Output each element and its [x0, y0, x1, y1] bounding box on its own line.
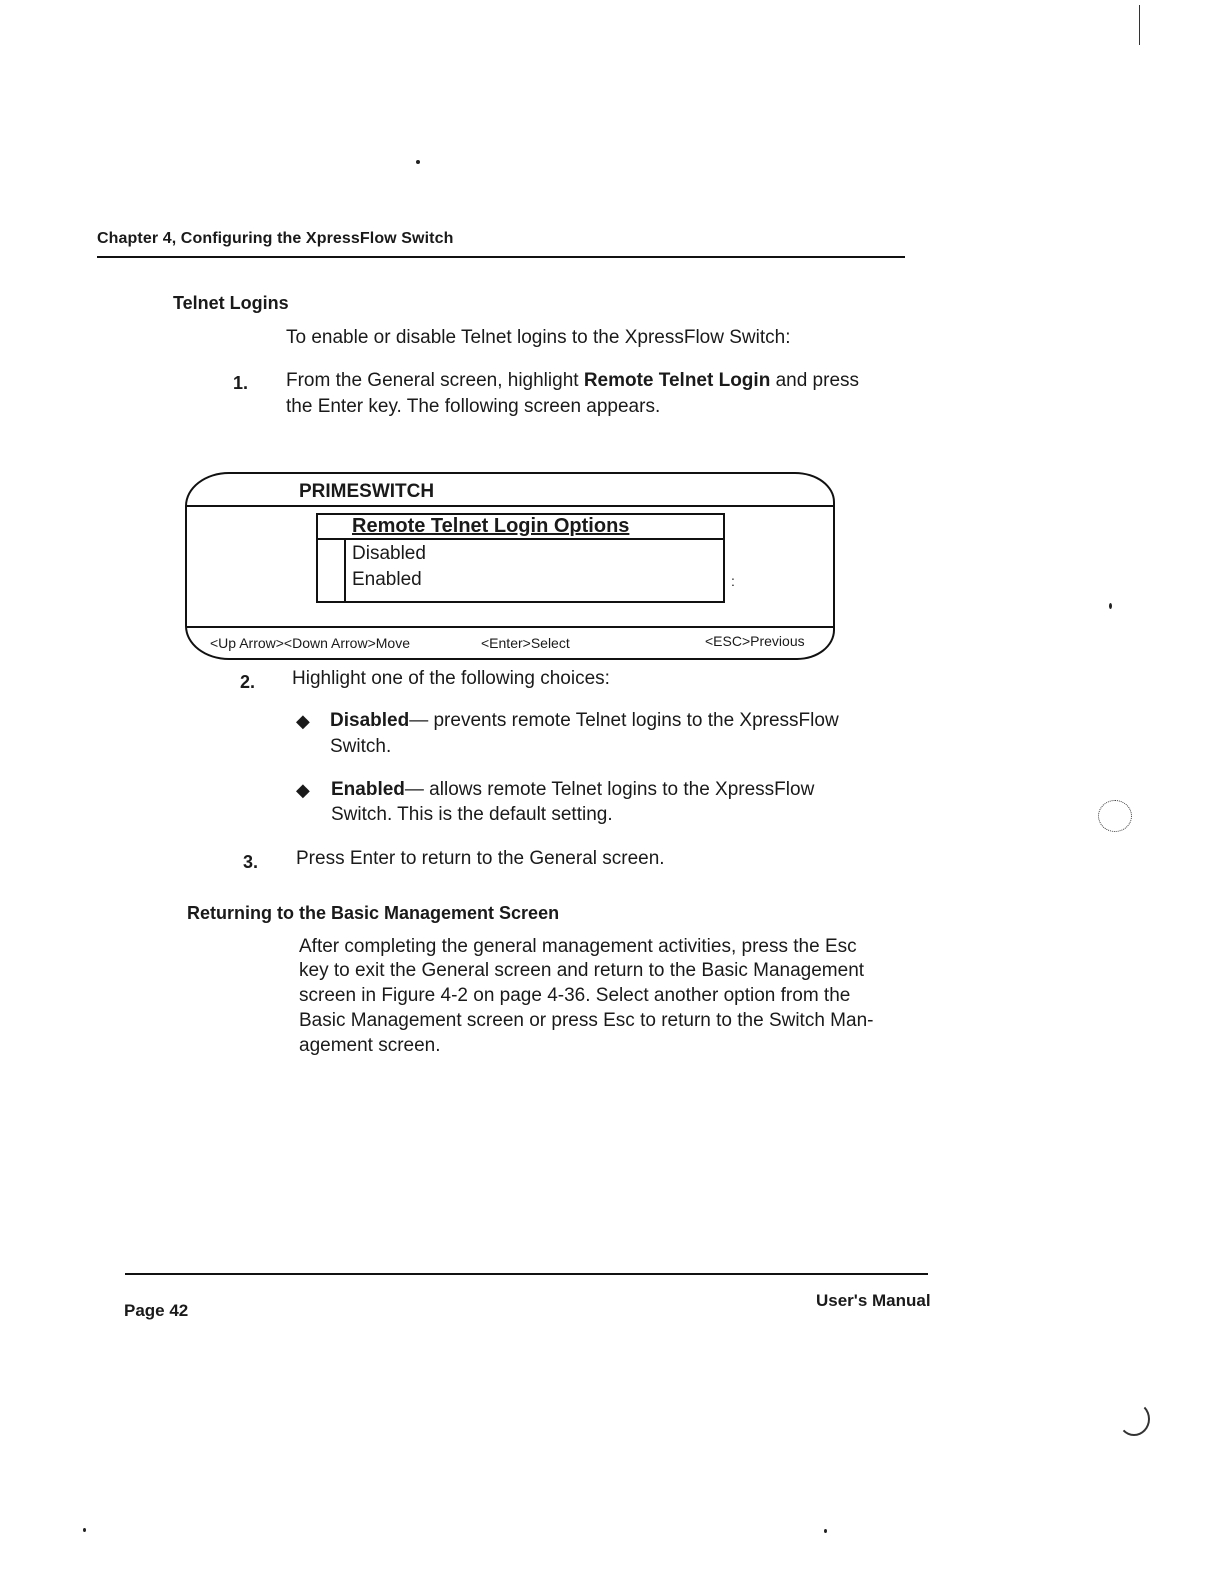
returning-line-5: agement screen. — [299, 1035, 441, 1056]
scan-speck — [416, 160, 420, 164]
chapter-title: Configuring the XpressFlow Switch — [180, 230, 454, 247]
terminal-title: PRIMESWITCH — [299, 481, 435, 502]
page-number: Page 42 — [124, 1301, 189, 1320]
step1-number: 1. — [233, 373, 249, 393]
footer-move-hint: <Up Arrow><Down Arrow>Move — [210, 635, 410, 651]
options-menu-marker-column — [344, 538, 346, 602]
punch-hole-mark — [1118, 1402, 1150, 1436]
choice-enabled-desc: — allows remote Telnet logins to the XpressFlow — [404, 779, 815, 800]
manual-title: User's Manual — [816, 1291, 931, 1310]
terminal-footer-divider — [187, 626, 834, 628]
step2-number: 2. — [240, 672, 256, 692]
chapter-label: Chapter 4, — [97, 230, 177, 247]
header-rule — [97, 256, 905, 258]
footer-rule — [125, 1273, 928, 1275]
options-menu-title: Remote Telnet Login Options — [352, 515, 630, 537]
choice-enabled-line2: Switch. This is the default setting. — [331, 804, 613, 825]
scan-speck — [824, 1529, 827, 1533]
scroll-indicator: : — [731, 573, 735, 589]
option-disabled[interactable]: Disabled — [352, 543, 426, 564]
telnet-intro: To enable or disable Telnet logins to the XpressFlow Switch: — [286, 327, 791, 348]
returning-heading: Returning to the Basic Management Screen — [187, 903, 560, 923]
chapter-header — [97, 230, 453, 248]
footer-previous-hint: <ESC>Previous — [705, 633, 805, 649]
terminal-title-divider — [187, 505, 834, 507]
step1-post: and press — [770, 370, 860, 391]
options-menu-divider — [318, 538, 723, 540]
choice-disabled-line2: Switch. — [330, 736, 392, 757]
step1-line2: the Enter key. The following screen appears. — [286, 396, 661, 417]
option-enabled[interactable]: Enabled — [352, 569, 422, 590]
step3-text: Press Enter to return to the General screen. — [296, 848, 665, 869]
footer-select-hint: <Enter>Select — [481, 635, 570, 651]
scan-speck — [1109, 603, 1112, 609]
returning-line-1: After completing the general management activities, press the Esc — [299, 936, 857, 957]
step1-bold: Remote Telnet Login — [583, 370, 771, 391]
step3-number: 3. — [243, 852, 259, 872]
bullet-diamond-icon: ◆ — [296, 780, 310, 800]
scan-mark — [1139, 5, 1140, 45]
telnet-heading: Telnet Logins — [173, 293, 289, 313]
choice-disabled — [330, 708, 839, 734]
returning-line-2: key to exit the General screen and return to the Basic Management — [299, 960, 865, 981]
step1-pre: From the General screen, highlight — [286, 370, 584, 391]
step2-text: Highlight one of the following choices: — [292, 668, 610, 689]
choice-enabled-term: Enabled — [331, 779, 405, 800]
choice-disabled-desc: — prevents remote Telnet logins to the XpressFlow — [409, 710, 839, 731]
punch-hole-mark — [1098, 800, 1132, 832]
choice-enabled — [331, 777, 814, 803]
choice-disabled-term: Disabled — [330, 710, 410, 731]
step1-text — [286, 368, 859, 394]
bullet-diamond-icon: ◆ — [296, 711, 310, 731]
returning-line-4: Basic Management screen or press Esc to return to the Switch Man- — [299, 1010, 874, 1031]
returning-line-3: screen in Figure 4-2 on page 4-36. Select another option from the — [299, 985, 851, 1006]
scan-speck — [83, 1528, 86, 1532]
